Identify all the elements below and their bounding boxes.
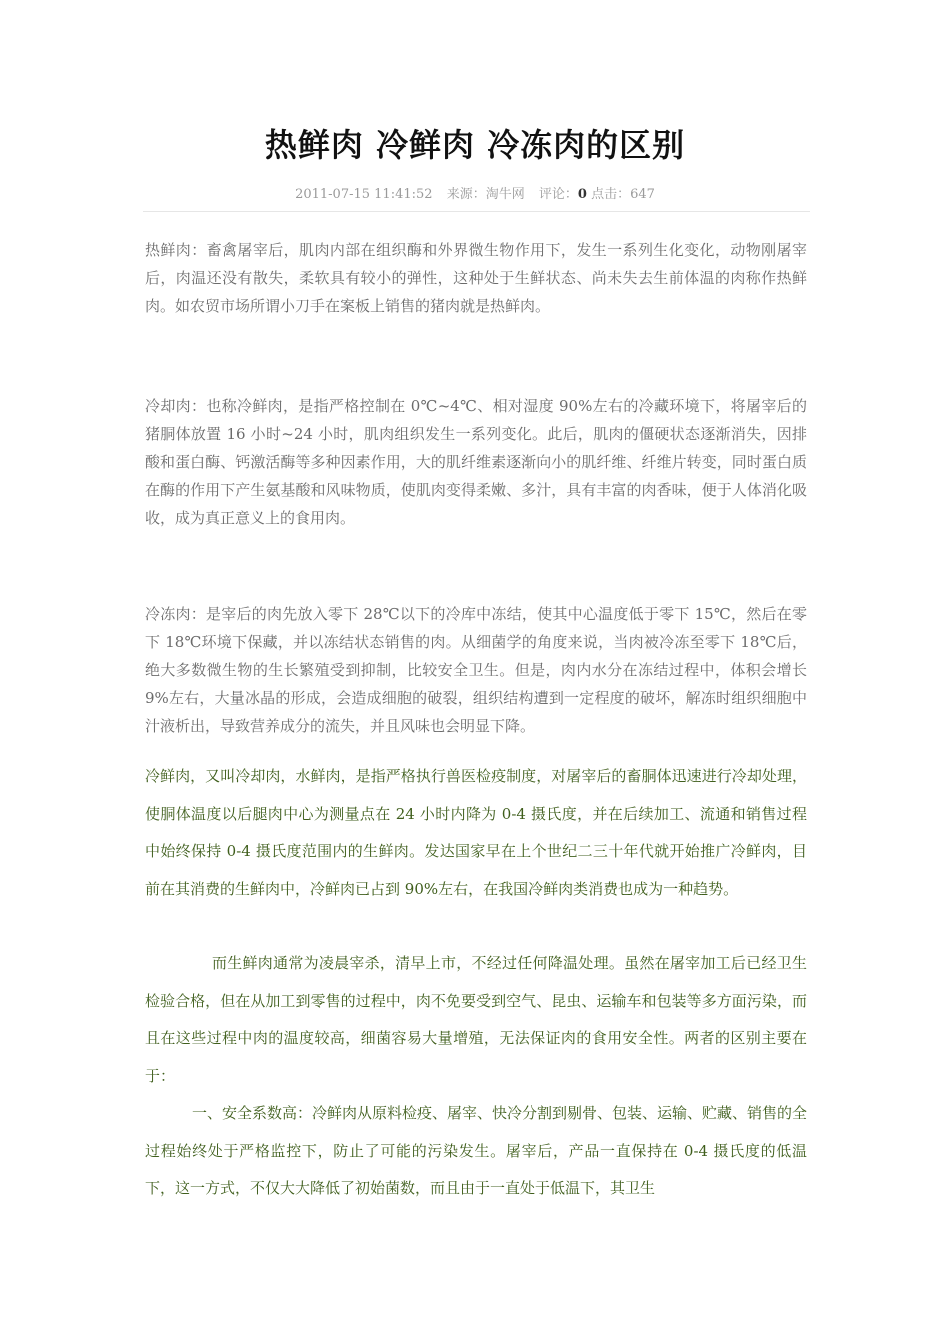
header-divider xyxy=(143,211,810,212)
source-link[interactable]: 淘牛网 xyxy=(485,187,525,202)
comments-label: 评论： xyxy=(538,187,578,202)
paragraph-frozen-meat: 冷冻肉：是宰后的肉先放入零下 28℃以下的冷库中冻结，使其中心温度低于零下 15℃，然后在零下 18℃环境下保藏，并以冻结状态销售的肉。从细菌学的角度来说，当肉被冷冻至零下 18℃后，绝大多数微生物的生长繁殖受到抑制，比较安全卫生。但是，肉内水分在冻结过程中，体积会增长 9%左右，大量冰晶的形成，会造成细胞的破裂，组织结构遭到一定程度的破坏，解冻时组织细胞中汁液析出，导致营养成分的流失，并且风味也会明显下降。 xyxy=(145,605,807,735)
paragraph-chilled-meat: 冷却肉：也称冷鲜肉，是指严格控制在 0℃~4℃、相对湿度 90%左右的冷藏环境下，将屠宰后的猪胴体放置 16 小时~24 小时，肌肉组织发生一系列变化。此后，肌肉的僵硬状态逐渐消失，因排酸和蛋白酶、钙激活酶等多种因素作用，大的肌纤维素逐渐向小的肌纤维、纤维片转变，同时蛋白质在酶的作用下产生氨基酸和风味物质，使肌肉变得柔嫩、多汁，具有丰富的肉香味，便于人体消化吸收，成为真正意义上的食用肉。 xyxy=(145,397,807,527)
article-meta xyxy=(0,183,950,202)
paragraph-chilled-fresh-definition: 冷鲜肉，又叫冷却肉，水鲜肉，是指严格执行兽医检疫制度，对屠宰后的畜胴体迅速进行冷却处理，使胴体温度以后腿肉中心为测量点在 24 小时内降为 0-4 摄氏度，并在后续加工、流通和销售过程中始终保持 0-4 摄氏度范围内的生鲜肉。发达国家早在上个世纪二三十年代就开始推广冷鲜肉，目前在其消费的生鲜肉中，冷鲜肉已占到 90%左右，在我国冷鲜肉类消费也成为一种趋势。 xyxy=(145,767,807,898)
comments-count: 0 xyxy=(577,187,587,202)
clicks-label: 点击： xyxy=(591,187,631,202)
paragraph-fresh-meat-comparison: 而生鲜肉通常为凌晨宰杀，清早上市，不经过任何降温处理。虽然在屠宰加工后已经卫生检验合格，但在从加工到零售的过程中，肉不免要受到空气、昆虫、运输车和包装等多方面污染，而且在这些过程中肉的温度较高，细菌容易大量增殖，无法保证肉的食用安全性。两者的区别主要在于： xyxy=(145,954,807,1085)
paragraph-hot-fresh-meat: 热鲜肉：畜禽屠宰后，肌肉内部在组织酶和外界微生物作用下，发生一系列生化变化，动物刚屠宰后，肉温还没有散失，柔软具有较小的弹性，这种处于生鲜状态、尚未失去生前体温的肉称作热鲜肉。如农贸市场所谓小刀手在案板上销售的猪肉就是热鲜肉。 xyxy=(145,241,807,315)
paragraph-safety-factor: 一、安全系数高：冷鲜肉从原料检疫、屠宰、快冷分割到剔骨、包装、运输、贮藏、销售的全过程始终处于严格监控下，防止了可能的污染发生。屠宰后，产品一直保持在 0-4 摄氏度的低温下，这一方式，不仅大大降低了初始菌数，而且由于一直处于低温下，其卫生 xyxy=(145,1104,808,1197)
clicks-count: 647 xyxy=(630,187,655,202)
publish-datetime: 2011-07-15 11:41:52 xyxy=(295,187,433,202)
article-title: 热鲜肉 冷鲜肉 冷冻肉的区别 xyxy=(264,126,686,164)
source-label: 来源： xyxy=(446,187,486,202)
